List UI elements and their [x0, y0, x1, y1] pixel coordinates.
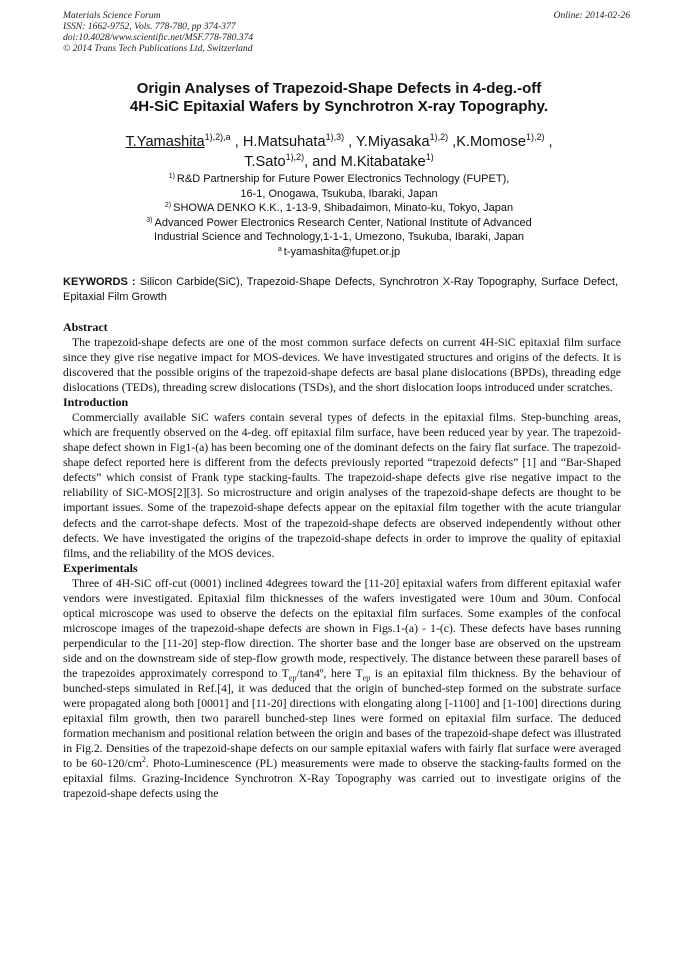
author-name: K.Momose: [456, 134, 526, 150]
author-name: T.Sato: [244, 154, 286, 170]
doi[interactable]: doi:10.4028/www.scientific.net/MSF.778-780.374: [63, 32, 254, 43]
online-date: Online: 2014-02-26: [553, 10, 630, 21]
author-list: T.Yamashita$^{1),2),a}$ , H.Matsuhata$^{1),3)}$ , Y.Miyasaka$^{1),2)}$ ,K.Momose$^{1),2)}$ , T.Sato$^{1),2)}$, and M.Kitabatake$^{1)}$: [125, 132, 553, 170]
abstract-heading: Abstract: [63, 320, 108, 334]
email-link[interactable]: t-yamashita@fupet.or.jp: [283, 245, 401, 258]
copyright: © 2014 Trans Tech Publications Ltd, Switzerland: [63, 43, 253, 54]
keywords-label: KEYWORDS :: [63, 276, 136, 288]
keywords: [63, 275, 618, 305]
affiliations: [60, 172, 618, 259]
affiliation-1-address: 16-1, Onogawa, Tsukuba, Ibaraki, Japan: [240, 187, 438, 200]
affiliation-3-address: Industrial Science and Technology,1-1-1, Umezono, Tsukuba, Ibaraki, Japan: [154, 231, 524, 243]
author-name: H.Matsuhata: [242, 134, 326, 150]
title-line-1: Origin Analyses of Trapezoid-Shape Defects in 4-deg.-off: [136, 80, 542, 97]
keywords-text: Silicon Carbide(SiC), Trapezoid-Shape Defects, Synchrotron X-Ray Topography, Surface Defect, Epitaxial Film Growth: [63, 276, 619, 303]
author-affil-mark: 1),2): [525, 132, 545, 142]
title-line-2: 4H-SiC Epitaxial Wafers by Synchrotron X-ray Topography.: [129, 98, 549, 115]
author-name[interactable]: T.Yamashita: [125, 134, 205, 150]
author-name: Y.Miyasaka: [356, 134, 430, 150]
introduction-heading: Introduction: [63, 395, 129, 410]
author-affil-mark: 1),2): [285, 152, 305, 162]
email-mark: a: [277, 245, 282, 253]
abstract-text: The trapezoid-shape defects are one of the most common surface defects on current 4H-SiC epitaxial film surface since they give rise negative impact for MOS-devices. We have investigated structures and origins of the defects. It is discovered that the possible origins of the trapezoid-shape defects are basal plane dislocations (BPDs), threading edge dislocations (TEDs), threading screw dislocations (TSDs), and the short dislocation loops introduced under scratches.: [63, 336, 621, 395]
journal-name: Materials Science Forum: [63, 10, 161, 21]
issn: ISSN: 1662-9752, Vols. 778-780, pp 374-377: [63, 21, 236, 32]
author-affil-mark: 1),3): [325, 132, 345, 142]
affiliation-2: SHOWA DENKO K.K., 1-13-9, Shibadaimon, Minato-ku, Tokyo, Japan: [173, 202, 514, 214]
affil-mark: 3): [146, 216, 153, 224]
affiliation-1: R&D Partnership for Future Power Electronics Technology (FUPET),: [176, 173, 510, 185]
author-affil-mark: 1),2): [429, 132, 449, 142]
author-affil-mark: 1): [425, 152, 434, 162]
author-name: M.Kitabatake: [340, 154, 426, 170]
affil-mark: 1): [168, 173, 175, 180]
author-and: and: [312, 154, 337, 170]
paper-title: [60, 80, 618, 116]
affil-mark: 2): [164, 202, 172, 209]
author-affil-mark: 1),2),a: [204, 132, 231, 142]
paper-body: [63, 320, 621, 801]
introduction-text: Commercially available SiC wafers contain several types of defects in the epitaxial films. Step-bunching areas, which are frequently observed on the 4-deg. off epitaxial film surface, have been reduced year by year. The trapezoid-shape defect shown in Fig1-(a) has been becoming one of the dominant defects on the fairy flat surface. The trapezoid-shape defect reported here is different from the defects previously reported “trapezoid defects” [1] and “Bar-Shaped defects” which consist of Frank type stacking-faults. The trapezoid-shape defects give rise negative impact to the reliability of SiC-MOS[2][3]. So microstructure and origin analyses of the trapezoid-shape defects are thought to be important issues. Some of the trapezoid-shape defects appear on the epitaxial film together with the acute triangular defects and the carrot-shape defects. Most of the trapezoid-shape defects are observed independently without other defects. We have investigated the origins of the trapezoid-shape defects in order to improve the quality of epitaxial films, and the reliability of the MOS devices.: [63, 411, 621, 560]
experimentals-heading: Experimentals: [63, 560, 138, 575]
journal-header: [63, 10, 630, 54]
experimentals-text: Three of 4H-SiC off-cut (0001) inclined 4degrees toward the [11-20] epitaxial wafers from different epitaxial wafer vendors were investigated. Epitaxial film thicknesses of the wafers investigated were 10um and 30um. Confocal optical microscope was used to observe the defects on the epitaxial film surfaces. Some examples of the confocal microscope images of the trapezoid-shape defects are shown in Figs.1-(a) - 1-(c). These defects have bases running perpendicular to the [11-20] step-flow direction. The shorter base and the longer base are observed on the upstream side and on the downstream side of step-flow growth mode, respectively. The distance between these pararell bases of the trapezoides approximately correspond to $T_{ep}/\tan 4º$, here $T_{ep}$ is an epitaxial film thickness. By the behaviour of bunched-steps simulated in Ref.[4], it was deduced that the origin of bunched-step formed on the substrate surface were propagated along both [0001] and [11-20] directions with elongating along [-1100] and [1-100] directions during epitaxial film growth, then two pararell bunched-step lines were formed on epitaxial film surface. The deduced formation mechanism and positional relation between the origin and bases of the trapezoid-shape defect was illustrated in Fig.2. Densities of the trapezoid-shape defects on our sample epitaxial wafers with fairly flat surface were averaged to be $60-120/cm^2$. Photo-Luminescence (PL) measurements were made to observe the stacking-faults formed on the epitaxial films. Grazing-Incidence Synchrotron X-Ray Topography was carried out to investigate origins of the trapezoid-shape defects using the: [63, 576, 621, 801]
affiliation-3: Advanced Power Electronics Research Center, National Institute of Advanced: [154, 216, 532, 229]
